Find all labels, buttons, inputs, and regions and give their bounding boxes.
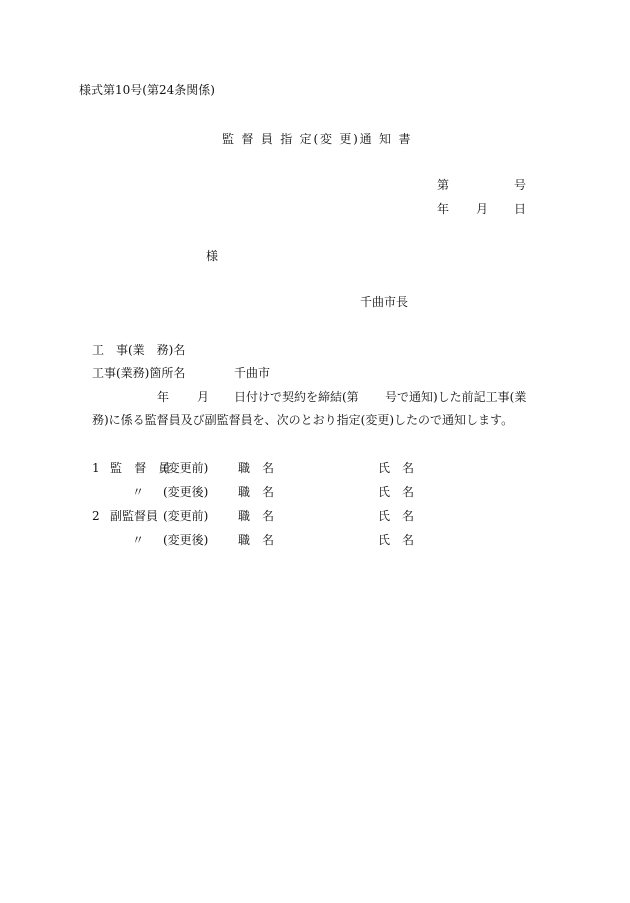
contract-year: 年 — [157, 390, 170, 404]
row-role: 〃 — [132, 533, 145, 547]
number-suffix: 号 — [514, 178, 527, 192]
contract-text-2: 号で通知)した前記工事(業 — [385, 390, 527, 404]
location-value: 千曲市 — [234, 366, 271, 380]
row-number: 1 — [92, 461, 100, 475]
position-label: 職 名 — [238, 485, 275, 499]
contract-text-3: 務)に係る監督員及び副監督員を、次のとおり指定(変更)したので通知します。 — [92, 413, 514, 427]
contract-month: 月 — [197, 390, 210, 404]
row-role: 監 督 員 — [110, 461, 175, 475]
position-label: 職 名 — [238, 533, 275, 547]
recipient-honorific: 様 — [206, 249, 219, 263]
row-status: (変更後) — [163, 485, 209, 499]
position-label: 職 名 — [238, 461, 275, 475]
position-label: 職 名 — [238, 509, 275, 523]
number-prefix: 第 — [437, 178, 450, 192]
location-label: 工事(業務)箇所名 — [92, 366, 186, 380]
month-label: 月 — [476, 202, 489, 216]
contract-text-1: 日付けで契約を締結(第 — [234, 390, 359, 404]
name-label: 氏 名 — [378, 533, 415, 547]
document-title: 監 督 員 指 定(変 更)通 知 書 — [222, 132, 413, 146]
name-label: 氏 名 — [378, 509, 415, 523]
row-number: 2 — [92, 509, 100, 523]
row-status: (変更前) — [163, 461, 209, 475]
name-label: 氏 名 — [378, 485, 415, 499]
name-label: 氏 名 — [378, 461, 415, 475]
year-label: 年 — [437, 202, 450, 216]
row-role: 〃 — [132, 485, 145, 499]
project-name-label: 工 事(業 務)名 — [92, 343, 186, 357]
sender-name: 千曲市長 — [360, 295, 409, 309]
row-status: (変更後) — [163, 533, 209, 547]
form-number: 様式第10号(第24条関係) — [79, 83, 215, 97]
row-status: (変更前) — [163, 509, 209, 523]
day-label: 日 — [514, 202, 527, 216]
row-role: 副監督員 — [110, 509, 159, 523]
